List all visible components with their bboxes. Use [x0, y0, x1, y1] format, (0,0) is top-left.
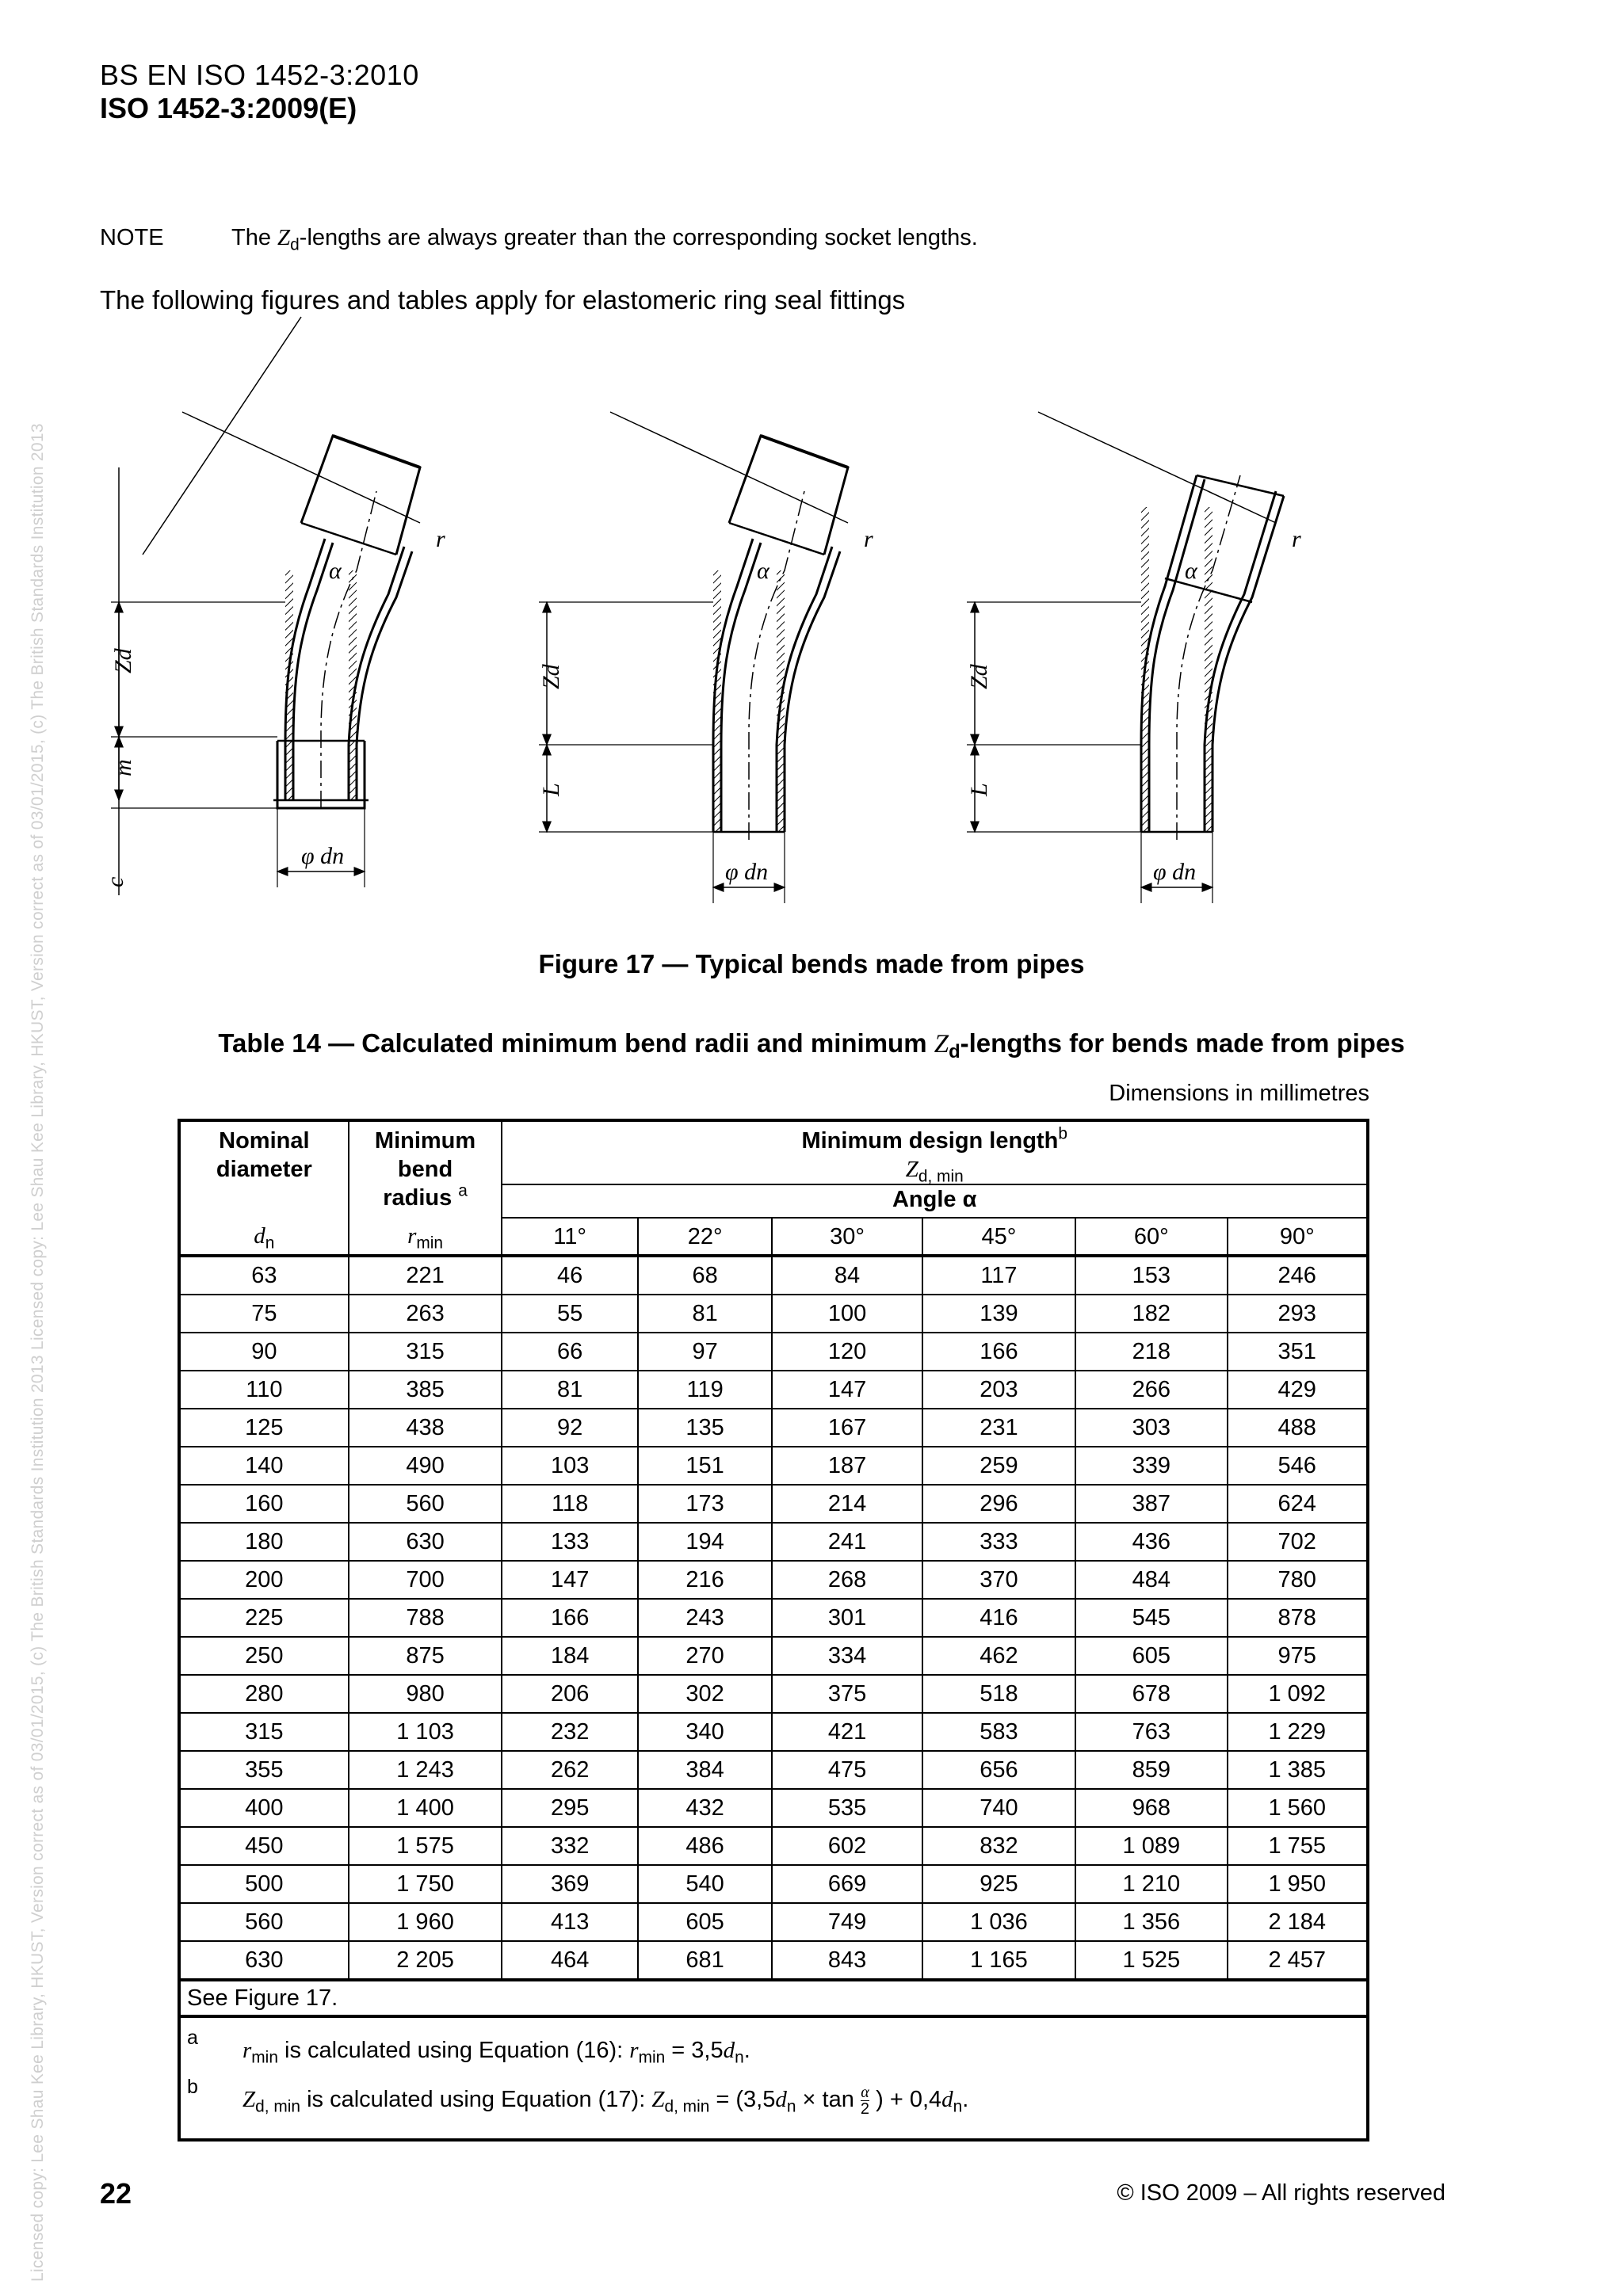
table-cell: 262	[502, 1751, 637, 1789]
table-cell: 1 089	[1075, 1827, 1227, 1865]
table-cell: 218	[1075, 1333, 1227, 1371]
table-cell: 221	[349, 1256, 502, 1295]
table-row	[179, 1409, 1368, 1447]
table-cell: 560	[349, 1485, 502, 1523]
table-cell: 118	[502, 1485, 637, 1523]
table-cell: 295	[502, 1789, 637, 1827]
table-row	[179, 1523, 1368, 1561]
table-cell: 200	[179, 1561, 349, 1599]
table-cell: 241	[772, 1523, 922, 1561]
table-cell: 432	[638, 1789, 772, 1827]
table-body	[179, 1256, 1368, 1980]
table-cell: 740	[922, 1789, 1075, 1827]
table-cell: 2 457	[1228, 1941, 1369, 1980]
table-cell: 545	[1075, 1599, 1227, 1637]
note-label: NOTE	[100, 225, 164, 250]
table-cell: 980	[349, 1675, 502, 1713]
bend-3	[966, 412, 1301, 903]
header-min-bend-radius: Minimum bend radius $^a$	[349, 1120, 502, 1218]
table-row	[179, 1295, 1368, 1333]
page-number: 22	[100, 2177, 132, 2210]
table-cell: 602	[772, 1827, 922, 1865]
table-cell: 624	[1228, 1485, 1369, 1523]
table-row	[179, 1371, 1368, 1409]
table-cell: 250	[179, 1637, 349, 1675]
table-cell: 301	[772, 1599, 922, 1637]
table-cell: 153	[1075, 1256, 1227, 1295]
table-cell: 1 750	[349, 1865, 502, 1903]
table-cell: 66	[502, 1333, 637, 1371]
table-cell: 315	[179, 1713, 349, 1751]
table-cell: 243	[638, 1599, 772, 1637]
table-cell: 166	[922, 1333, 1075, 1371]
table-cell: 160	[179, 1485, 349, 1523]
table-cell: 117	[922, 1256, 1075, 1295]
table-cell: 1 229	[1228, 1713, 1369, 1751]
table-cell: 119	[638, 1371, 772, 1409]
header-angle-45: 45°	[922, 1218, 1075, 1256]
table-cell: 681	[638, 1941, 772, 1980]
table-cell: 133	[502, 1523, 637, 1561]
header-angle-11: 11°	[502, 1218, 637, 1256]
table-cell: 436	[1075, 1523, 1227, 1561]
intro-paragraph: The following figures and tables apply for elastomeric ring seal fittings	[100, 285, 906, 315]
table-row	[179, 1789, 1368, 1827]
table-cell: 832	[922, 1827, 1075, 1865]
table-cell: 416	[922, 1599, 1075, 1637]
table-cell: 605	[1075, 1637, 1227, 1675]
table-cell: 421	[772, 1713, 922, 1751]
watermark: Licensed copy: Lee Shau Kee Library, HKUST, Version correct as of 03/01/2015, (c) The British Standards Institution 2013 Licensed copy: Lee Shau Kee Library, HKUST, Version correct as of 03/01/2015, (c) The British Standards Institution 2013	[29, 423, 47, 2282]
table-cell: 1 165	[922, 1941, 1075, 1980]
table-cell: 268	[772, 1561, 922, 1599]
table-cell: 187	[772, 1447, 922, 1485]
table-cell: 1 575	[349, 1827, 502, 1865]
table-row	[179, 1485, 1368, 1523]
header-min-design-length: Minimum design length$^b$ $Z_{d, min}$	[502, 1120, 1368, 1184]
table-cell: 385	[349, 1371, 502, 1409]
table-cell: 246	[1228, 1256, 1369, 1295]
svg-text:L: L	[538, 783, 564, 796]
table-cell: 203	[922, 1371, 1075, 1409]
table-cell: 925	[922, 1865, 1075, 1903]
table-cell: 875	[349, 1637, 502, 1675]
note: NOTE The $Z_d$-lengths are always greater than the corresponding socket lengths.	[100, 225, 978, 254]
table-cell: 1 400	[349, 1789, 502, 1827]
table-row	[179, 1561, 1368, 1599]
table-cell: 334	[772, 1637, 922, 1675]
table-cell: 518	[922, 1675, 1075, 1713]
footnotes	[179, 2016, 1368, 2140]
table-cell: 384	[638, 1751, 772, 1789]
table-cell: 763	[1075, 1713, 1227, 1751]
table-cell: 263	[349, 1295, 502, 1333]
table-cell: 859	[1075, 1751, 1227, 1789]
table-row	[179, 1447, 1368, 1485]
table-cell: 355	[179, 1751, 349, 1789]
table-cell: 369	[502, 1865, 637, 1903]
label-alpha: α	[329, 558, 342, 584]
table-cell: 302	[638, 1675, 772, 1713]
table-cell: 1 385	[1228, 1751, 1369, 1789]
table-cell: 103	[502, 1447, 637, 1485]
table-cell: 225	[179, 1599, 349, 1637]
table-cell: 413	[502, 1903, 637, 1941]
svg-text:L: L	[966, 783, 992, 796]
table-cell: 878	[1228, 1599, 1369, 1637]
table-row	[179, 1599, 1368, 1637]
table-cell: 184	[502, 1637, 637, 1675]
table-cell: 216	[638, 1561, 772, 1599]
table-cell: 293	[1228, 1295, 1369, 1333]
label-zd: Zd	[110, 648, 136, 673]
footnote-b: b $Z_{d, min}$ is calculated using Equation (17): $Z_{d, min} = (3,5d_n \times \tan$ $\frac{\alpha}{2}$ ) + $0,4d_n$.	[187, 2076, 969, 2118]
table-cell: 375	[772, 1675, 922, 1713]
table-cell: 1 525	[1075, 1941, 1227, 1980]
table-cell: 702	[1228, 1523, 1369, 1561]
table-row	[179, 1675, 1368, 1713]
table-cell: 125	[179, 1409, 349, 1447]
svg-text:Zd: Zd	[966, 664, 992, 689]
table-cell: 535	[772, 1789, 922, 1827]
table-cell: 68	[638, 1256, 772, 1295]
table-cell: 166	[502, 1599, 637, 1637]
table-cell: 462	[922, 1637, 1075, 1675]
table-cell: 2 184	[1228, 1903, 1369, 1941]
table-cell: 206	[502, 1675, 637, 1713]
table-row	[179, 1751, 1368, 1789]
table-cell: 843	[772, 1941, 922, 1980]
table-cell: 340	[638, 1713, 772, 1751]
table-cell: 546	[1228, 1447, 1369, 1485]
table-cell: 333	[922, 1523, 1075, 1561]
table-cell: 151	[638, 1447, 772, 1485]
table-cell: 475	[772, 1751, 922, 1789]
header-dn: $d_n$	[179, 1218, 349, 1256]
table-cell: 46	[502, 1256, 637, 1295]
header-angle-22: 22°	[638, 1218, 772, 1256]
table-cell: 147	[772, 1371, 922, 1409]
table-cell: 63	[179, 1256, 349, 1295]
bend-radii-table	[178, 1119, 1369, 2142]
header-angle: Angle α	[502, 1184, 1368, 1218]
svg-text:φ dn: φ dn	[725, 859, 769, 885]
table-cell: 84	[772, 1256, 922, 1295]
table-cell: 55	[502, 1295, 637, 1333]
table-cell: 1 210	[1075, 1865, 1227, 1903]
table-cell: 339	[1075, 1447, 1227, 1485]
table-cell: 630	[179, 1941, 349, 1980]
standard-number: BS EN ISO 1452-3:2010	[100, 59, 419, 91]
table-cell: 1 755	[1228, 1827, 1369, 1865]
table-cell: 147	[502, 1561, 637, 1599]
table-cell: 92	[502, 1409, 637, 1447]
table-cell: 1 243	[349, 1751, 502, 1789]
header-angle-90: 90°	[1228, 1218, 1369, 1256]
table-cell: 1 950	[1228, 1865, 1369, 1903]
table-cell: 140	[179, 1447, 349, 1485]
table-cell: 81	[638, 1295, 772, 1333]
svg-text:α: α	[757, 558, 769, 584]
table-cell: 351	[1228, 1333, 1369, 1371]
table-cell: 788	[349, 1599, 502, 1637]
table-cell: 488	[1228, 1409, 1369, 1447]
table-cell: 560	[179, 1903, 349, 1941]
table-cell: 173	[638, 1485, 772, 1523]
table-cell: 780	[1228, 1561, 1369, 1599]
table-cell: 464	[502, 1941, 637, 1980]
table-cell: 370	[922, 1561, 1075, 1599]
table-cell: 669	[772, 1865, 922, 1903]
table-cell: 280	[179, 1675, 349, 1713]
table-cell: 259	[922, 1447, 1075, 1485]
table-cell: 749	[772, 1903, 922, 1941]
table-cell: 387	[1075, 1485, 1227, 1523]
table-cell: 232	[502, 1713, 637, 1751]
table-cell: 167	[772, 1409, 922, 1447]
dimensions-note: Dimensions in millimetres	[1109, 1081, 1369, 1106]
table-cell: 266	[1075, 1371, 1227, 1409]
table-cell: 97	[638, 1333, 772, 1371]
table-cell: 1 960	[349, 1903, 502, 1941]
table-cell: 120	[772, 1333, 922, 1371]
table-cell: 400	[179, 1789, 349, 1827]
table-row	[179, 1865, 1368, 1903]
table-cell: 429	[1228, 1371, 1369, 1409]
table-cell: 605	[638, 1903, 772, 1941]
table-cell: 484	[1075, 1561, 1227, 1599]
table-cell: 490	[349, 1447, 502, 1485]
label-m: m	[110, 759, 136, 776]
svg-text:r: r	[864, 526, 873, 552]
table-cell: 90	[179, 1333, 349, 1371]
label-r: r	[436, 526, 445, 552]
table-cell: 1 103	[349, 1713, 502, 1751]
copyright: © ISO 2009 – All rights reserved	[1117, 2180, 1445, 2206]
header-angle-30: 30°	[772, 1218, 922, 1256]
svg-text:α: α	[1185, 558, 1197, 584]
bend-2	[538, 412, 873, 903]
table-cell: 486	[638, 1827, 772, 1865]
table-cell: 81	[502, 1371, 637, 1409]
table-cell: 438	[349, 1409, 502, 1447]
table-cell: 1 092	[1228, 1675, 1369, 1713]
table-cell: 1 036	[922, 1903, 1075, 1941]
footnote-a: a $r_{min}$ is calculated using Equation (16): $r_{min} = 3,5d_n$.	[187, 2027, 750, 2067]
table-cell: 1 560	[1228, 1789, 1369, 1827]
table-row	[179, 1637, 1368, 1675]
table-cell: 656	[922, 1751, 1075, 1789]
table-cell: 500	[179, 1865, 349, 1903]
table-row	[179, 1941, 1368, 1980]
bend-figure	[102, 333, 1403, 919]
table-cell: 75	[179, 1295, 349, 1333]
table-cell: 332	[502, 1827, 637, 1865]
table-cell: 1 356	[1075, 1903, 1227, 1941]
table-row	[179, 1333, 1368, 1371]
table-cell: 180	[179, 1523, 349, 1561]
svg-text:Zd: Zd	[538, 664, 564, 689]
table-cell: 214	[772, 1485, 922, 1523]
header-rmin: $r_{min}$	[349, 1218, 502, 1256]
svg-text:φ dn: φ dn	[1153, 859, 1197, 885]
table-cell: 182	[1075, 1295, 1227, 1333]
table-cell: 303	[1075, 1409, 1227, 1447]
table-cell: 450	[179, 1827, 349, 1865]
table-row	[179, 1903, 1368, 1941]
header-nominal-diameter: Nominal diameter	[179, 1120, 349, 1218]
table-cell: 139	[922, 1295, 1075, 1333]
label-c: c	[102, 876, 128, 887]
table-cell: 315	[349, 1333, 502, 1371]
table-cell: 231	[922, 1409, 1075, 1447]
table-cell: 194	[638, 1523, 772, 1561]
iso-number: ISO 1452-3:2009(E)	[100, 92, 357, 124]
bend-1	[102, 317, 445, 895]
table-cell: 975	[1228, 1637, 1369, 1675]
table-row	[179, 1827, 1368, 1865]
table-row	[179, 1256, 1368, 1295]
table-cell: 270	[638, 1637, 772, 1675]
header-angle-60: 60°	[1075, 1218, 1227, 1256]
table-cell: 2 205	[349, 1941, 502, 1980]
table-cell: 135	[638, 1409, 772, 1447]
svg-text:r: r	[1292, 526, 1301, 552]
table-cell: 540	[638, 1865, 772, 1903]
table-cell: 296	[922, 1485, 1075, 1523]
table-cell: 700	[349, 1561, 502, 1599]
label-dn: φ dn	[301, 843, 345, 869]
see-figure-note: See Figure 17.	[179, 1980, 1368, 2016]
table-cell: 100	[772, 1295, 922, 1333]
table-cell: 678	[1075, 1675, 1227, 1713]
table-cell: 630	[349, 1523, 502, 1561]
figure-caption: Figure 17 — Typical bends made from pipes	[538, 949, 1085, 978]
table-row	[179, 1713, 1368, 1751]
table-cell: 968	[1075, 1789, 1227, 1827]
table-caption: Table 14 — Calculated minimum bend radii and minimum $Z_d$-lengths for bends made from pipes	[218, 1028, 1405, 1063]
table-cell: 583	[922, 1713, 1075, 1751]
table-cell: 110	[179, 1371, 349, 1409]
